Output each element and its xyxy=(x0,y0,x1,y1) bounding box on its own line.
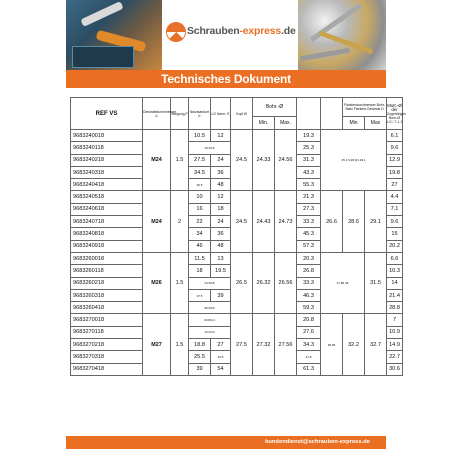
tools-photo xyxy=(66,0,162,70)
header-flank: Flankendurchmesser Bohr-Stahl Flanken-Gewinde D xyxy=(343,98,387,117)
table-row: 9683240718 22 24 33.3 9.6 xyxy=(71,216,403,228)
header-col7 xyxy=(297,98,321,130)
table-row: 9683240018 M24 1.5 10.5 12 24.5 24.33 24.56 19.3 25.1 5.28.9/1.29.1 6.1 xyxy=(71,130,403,142)
header-flank-min: Min xyxy=(343,117,365,130)
header xyxy=(66,0,386,70)
table-row: 9683240418 46.5 48 55.3 27 xyxy=(71,179,403,191)
table-row: 9683270218 18.8 27 34.3 14.9 xyxy=(71,339,403,351)
table-row: 9683270318 25.5 40.5 47.8 22.7 xyxy=(71,351,403,363)
table-row: 9683260218 24.5/26 33.3 14 xyxy=(71,277,403,289)
table-row: 9683240818 34 36 45.3 15 xyxy=(71,228,403,240)
table-row: 9683240618 16 18 27.3 7.1 xyxy=(71,203,403,215)
brand-name: Schrauben-express.de xyxy=(187,25,296,37)
table-row: 9683270018 M27 1.5 30.8/0.4 27.5 27.32 27.56 20.8 28.95 32.2 32.7 7 xyxy=(71,314,403,326)
header-mut: Mutt.-Ø der Zugehöriges Bohr-Ø LG / 7.1.1 xyxy=(387,98,403,130)
screw-logo-icon xyxy=(166,22,186,42)
header-lg: LG Nenn- E xyxy=(211,98,231,130)
header-bohr: Bohr.-Ø xyxy=(253,98,297,117)
table-row: 9683240518 M24 2 10 12 24.5 24.43 24.73 21.3 26.6 28.6 29.1 4.4 xyxy=(71,191,403,203)
footer xyxy=(66,436,386,449)
header-kopf: Kopf Ø xyxy=(231,98,253,130)
document-title: Technisches Dokument xyxy=(66,70,386,88)
table-row: 9683270118 12.0/13 27.6 10.9 xyxy=(71,326,403,338)
header-ref: REF VS xyxy=(71,98,143,130)
header-nutz: Nutzstandort b xyxy=(189,98,211,130)
table-row: 9683240318 34.5 36 43.3 19.8 xyxy=(71,166,403,178)
footer-email[interactable]: kundendienst@schrauben-express.de xyxy=(265,439,370,445)
table-row: 9683260118 18 19.5 26.8 10.3 xyxy=(71,265,403,277)
document-sheet xyxy=(66,0,406,452)
header-bohr-min: Min. xyxy=(253,117,275,130)
header-gewinde: Gewindedurchmesser d xyxy=(143,98,171,130)
header-steigung: Steigung P xyxy=(171,98,189,130)
table-row: 9683260318 37.5 39 46.3 21.4 xyxy=(71,289,403,301)
brand-logo xyxy=(166,20,296,44)
table-row: 9683240918 46 48 57.3 20.2 xyxy=(71,240,403,252)
table-row: 9683270418 39 54 61.3 30.6 xyxy=(71,363,403,375)
header-flank-max: Max xyxy=(365,117,387,130)
screws-photo xyxy=(298,0,386,70)
table-row: 9683260018 M26 1.5 11.5 13 26.5 26.32 26.56 20.3 27.86 28 31.5 6.6 xyxy=(71,252,403,264)
spec-table xyxy=(70,97,406,376)
header-bohr-max: Max. xyxy=(275,117,297,130)
table-row: 9683240218 27.5 24 31.3 12.9 xyxy=(71,154,403,166)
table-row: 9683260418 50.5/52 59.3 28.8 xyxy=(71,302,403,314)
header-col8 xyxy=(321,98,343,130)
spec-table-wrapper xyxy=(70,97,406,376)
table-row: 9683240118 16.5/16 25.3 9.6 xyxy=(71,142,403,154)
